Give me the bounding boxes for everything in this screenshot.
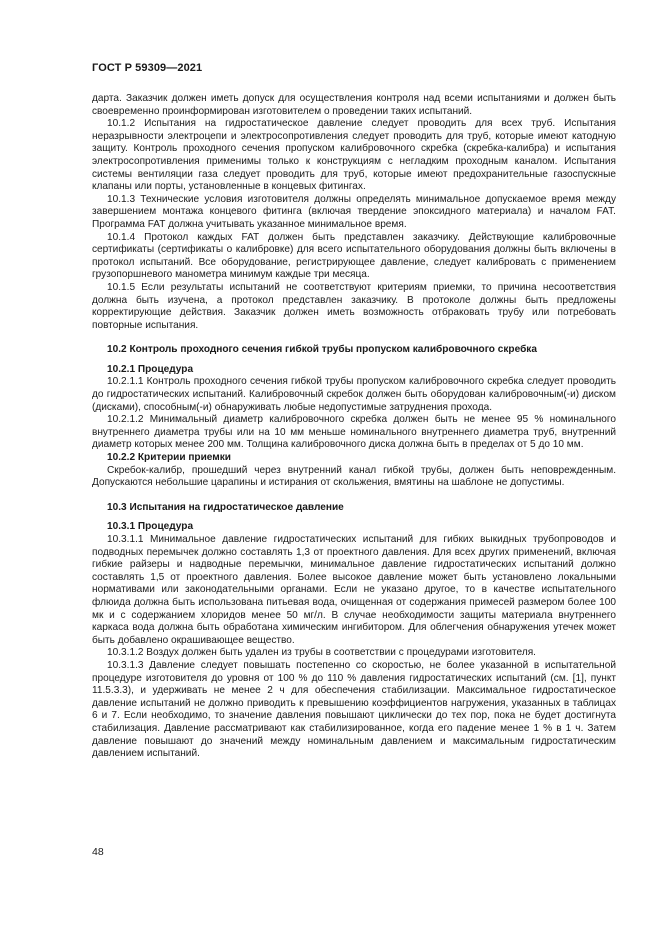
paragraph-10-3-1-3: 10.3.1.3 Давление следует повышать постепенно со скоростью, не более указанной в испытательной процедуре изготовителя до уровня от 100 % до 110 % давления гидростатических испытаний (см. [1], пункт 11.5.3.3), и удерживать не менее 2 ч для обеспечения стабилизации. Максимальное гидростатическое давление испытаний не должно приводить к превышению коэффициентов нагружения, указанных в таблицах 6 и 7. Если необходимо, то значение давления повышают циклически до тех пор, пока не будет достигнута стабилизация. Давление рассматривают как стабилизированное, когда его падение менее 1 % в 1 ч. Затем давление повышают до значений между номинальным давлением и максимальным гидростатическим давлением испытаний. [92, 659, 616, 760]
paragraph-acceptance-criteria: Скребок-калибр, прошедший через внутренний канал гибкой трубы, должен быть неповрежденным. Допускаются небольшие царапины и истирания от скольжения, вмятины на шаблоне не допустимы. [92, 464, 616, 489]
paragraph-10-1-3: 10.1.3 Технические условия изготовителя должны определять минимальное допускаемое время между завершением монтажа концевого фитинга (включая твердение эпоксидного материала) и началом FAT. Программа FAT должна учитывать указанное минимальное время. [92, 193, 616, 230]
subsection-heading-10-3-1: 10.3.1 Процедура [107, 521, 194, 533]
paragraph: дарта. Заказчик должен иметь допуск для осуществления контроля над всеми испытаниями и должен быть своевременно проинформирован изготовителем о проведении таких испытаний. [92, 93, 616, 117]
paragraph-10-1-4: 10.1.4 Протокол каждых FAT должен быть представлен заказчику. Действующие калибровочные сертификаты (сертификаты о калибровке) для всего испытательного оборудования должны быть включены в протокол испытаний. Все оборудование, регистрирующее давление, следует калибровать с применением грузопоршневого манометра минимум каждые три месяца. [92, 231, 616, 281]
paragraph-10-2-1-2: 10.2.1.2 Минимальный диаметр калибровочного скребка должен быть не менее 95 % номинального внутреннего диаметра трубы или на 10 мм меньше номинального внутреннего диаметра труб, внутренний диаметр которых менее 200 мм. Толщина калибровочного диска должна быть в пределах от 5 до 10 мм. [92, 414, 616, 451]
section-heading-10-2: 10.2 Контроль проходного сечения гибкой трубы пропуском калибровочного скребка [107, 344, 537, 356]
document-body [92, 93, 616, 761]
section-heading-10-3: 10.3 Испытания на гидростатическое давление [107, 501, 344, 513]
page-number: 48 [92, 846, 104, 858]
paragraph-10-2-1-1: 10.2.1.1 Контроль проходного сечения гибкой трубы пропуском калибровочного скребка следует проводить до гидростатических испытаний. Калибровочный скребок должен быть оборудован калибровочным(-и) диском (дисками), способным(-и) обнаруживать любые недопустимые затруднения прохода. [92, 376, 616, 413]
document-header: ГОСТ Р 59309—2021 [92, 62, 203, 74]
subsection-heading-10-2-1: 10.2.1 Процедура [107, 363, 194, 375]
paragraph-10-1-5: 10.1.5 Если результаты испытаний не соответствуют критериям приемки, то причина несоответствия должна быть изучена, а протокол представлен заказчику. В протоколе должны быть предложены корректирующие действия. Заказчик должен иметь возможность отбраковать трубу или потребовать повторные испытания. [92, 281, 616, 331]
subsection-heading-10-2-2: 10.2.2 Критерии приемки [107, 452, 232, 464]
paragraph-10-1-2: 10.1.2 Испытания на гидростатическое давление следует проводить для всех труб. Испытания неразрывности электроцепи и электросопротивления следует проводить для труб, которые имеют катодную защиту. Контроль проходного сечения пропуском калибровочного скребка (скребка-калибра) и испытания электросопротивления применимы только к конструкциям с негладким проходным каналом. Испытания системы вентиляции газа следует проводить для труб, которые имеют предохранительные газоспускные клапаны или порты, установленные в концевых фитингах. [92, 118, 616, 193]
paragraph-10-3-1-1: 10.3.1.1 Минимальное давление гидростатических испытаний для гибких выкидных трубопроводов и подводных перемычек должно составлять 1,3 от проектного давления. Для всех других применений, включая гибкие райзеры и надводные перемычки, минимальное давление гидростатических испытаний должно составлять 1,5 от проектного давления. Более высокое давление может быть установлено локальными нормативами или законодательными органами. Если не указано другое, то в качестве испытательного флюида должна быть использована питьевая вода, очищенная от содержания примесей размером более 100 мк и с содержанием хлоридов менее 50 мг/л. В случае необходимости защиты материала внутреннего каркаса вода должна быть обработана химическим ингибитором. Для облегчения обнаружения утечек может быть добавлено окрашивающее вещество. [92, 534, 616, 646]
paragraph-10-3-1-2: 10.3.1.2 Воздух должен быть удален из трубы в соответствии с процедурами изготовителя. [107, 647, 536, 659]
